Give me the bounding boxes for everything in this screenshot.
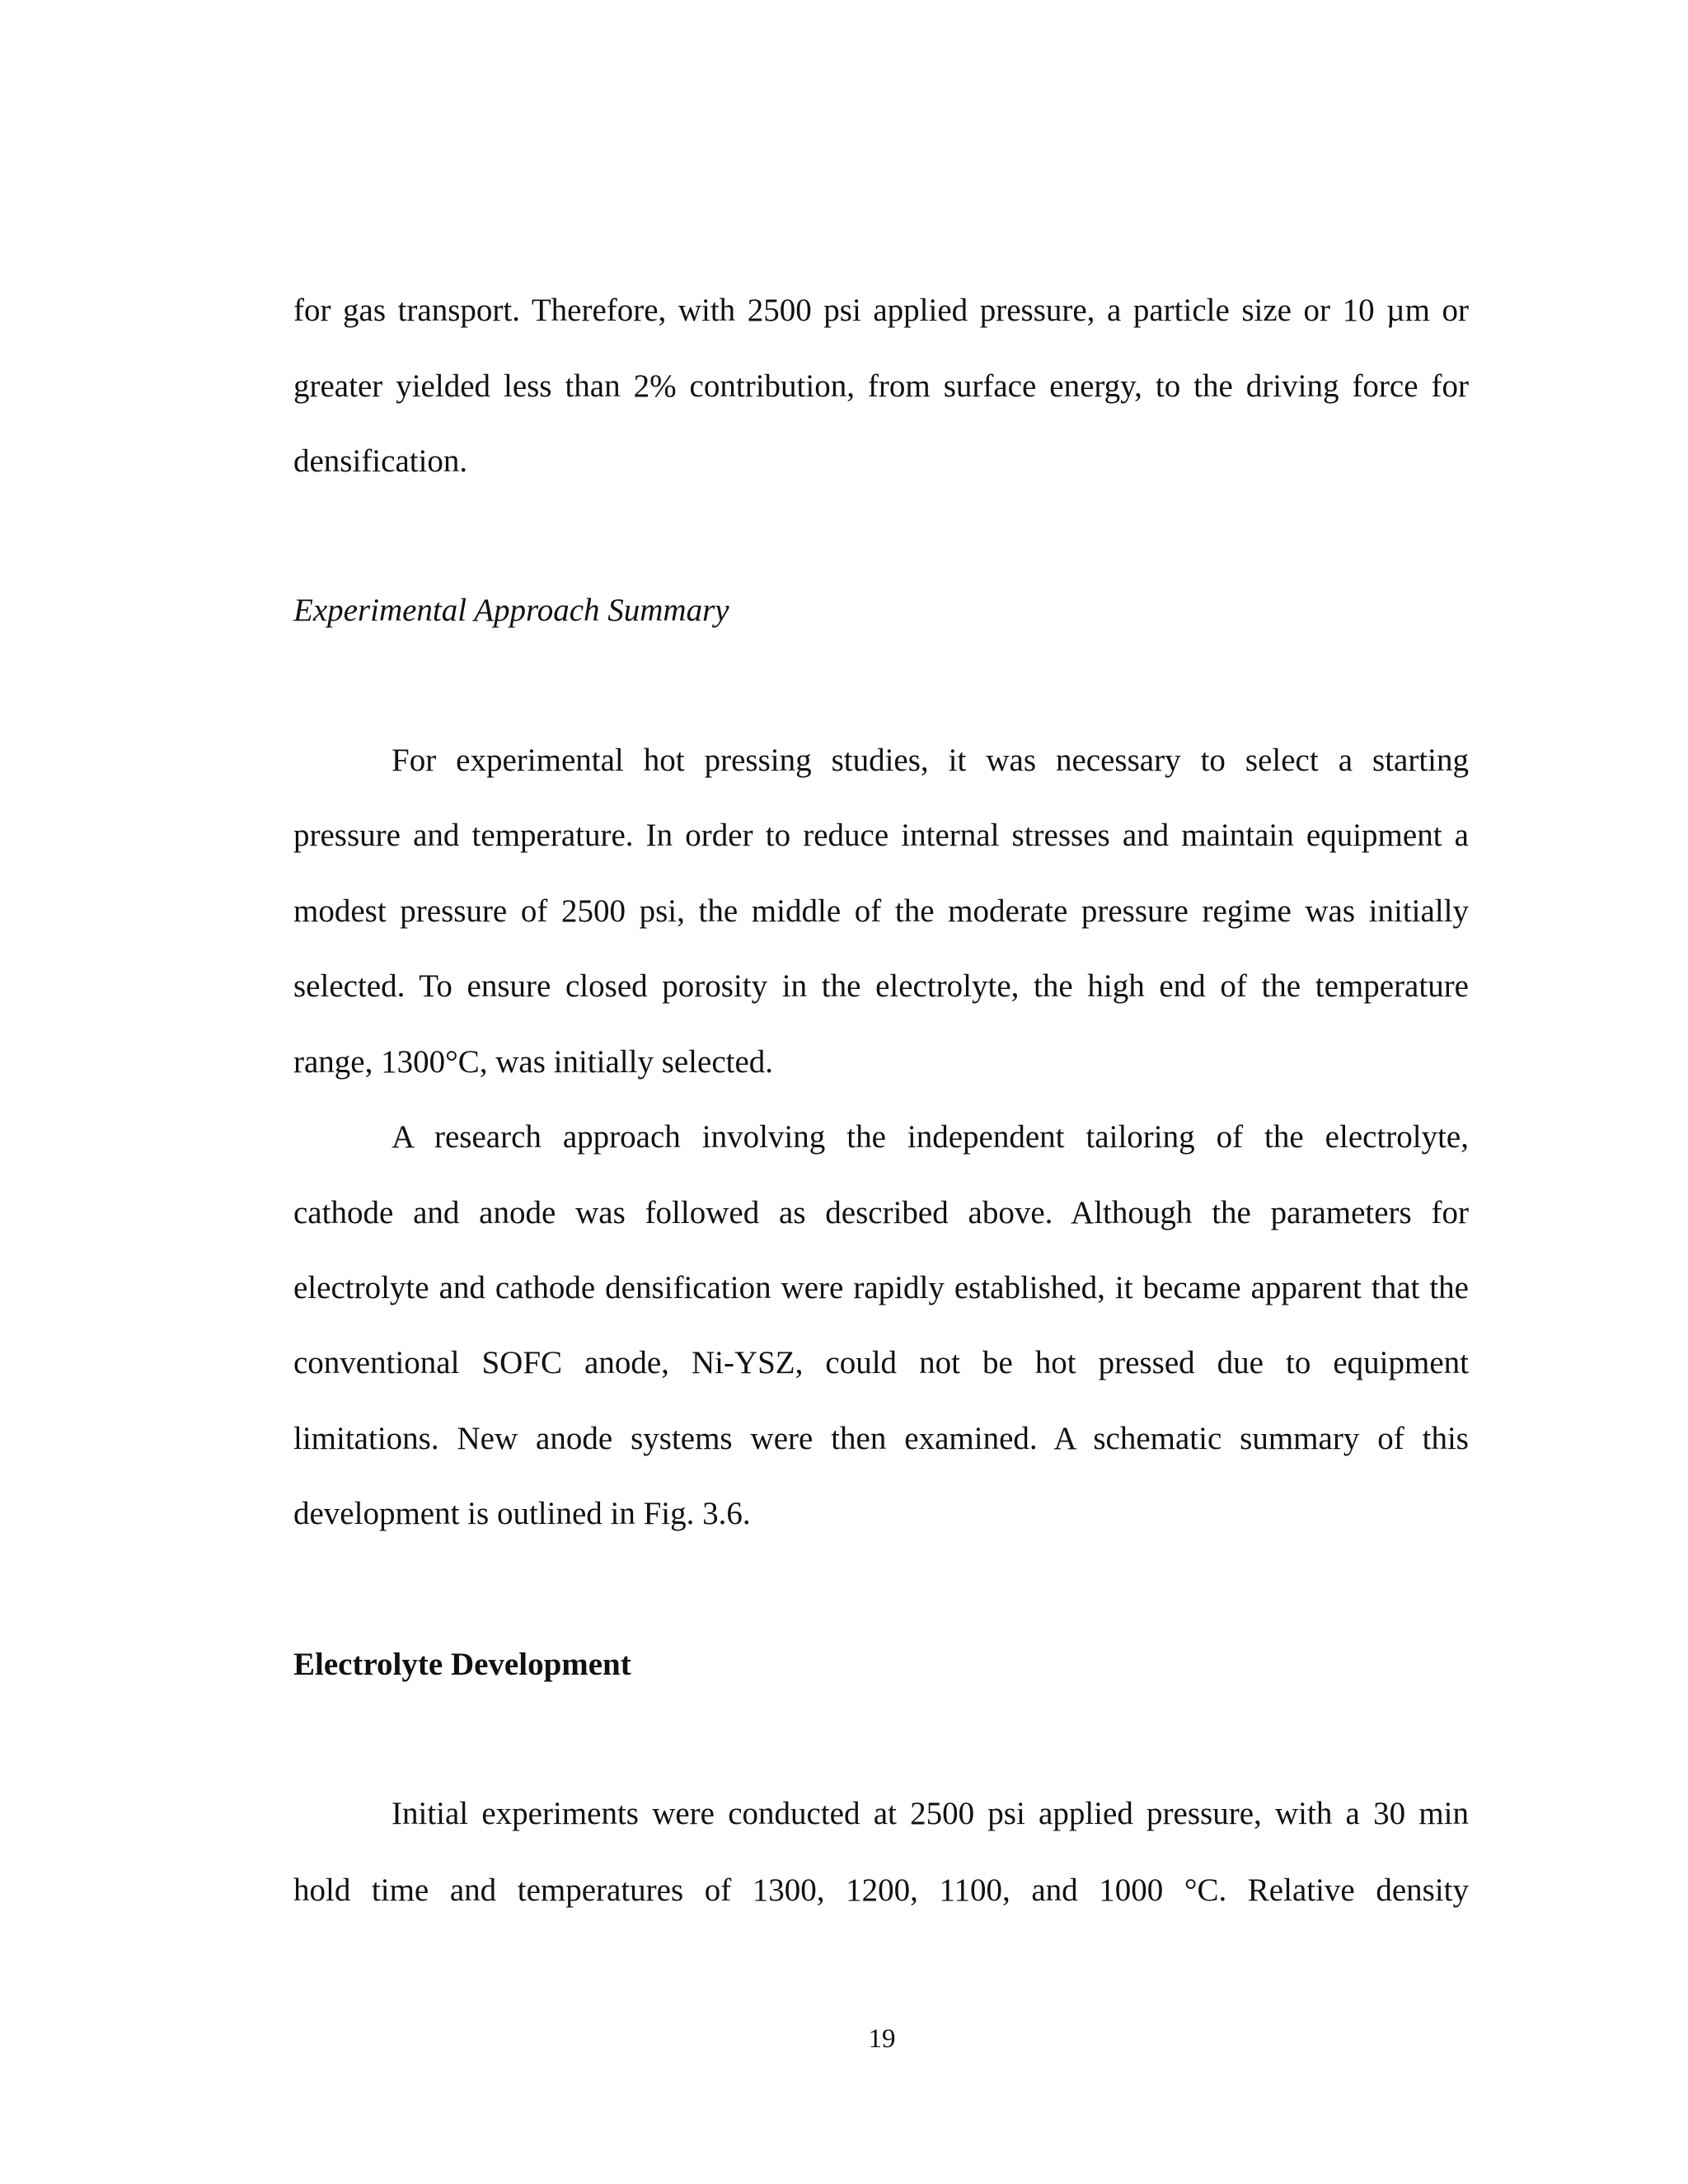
section-heading-experimental: Experimental Approach Summary — [293, 593, 729, 628]
paragraph-line: conventional SOFC anode, Ni-YSZ, could not be hot pressed due to equipment — [293, 1345, 1469, 1380]
paragraph-line: For experimental hot pressing studies, it was necessary to select a starting — [392, 743, 1469, 778]
paragraph-line: limitations. New anode systems were then examined. A schematic summary of this — [293, 1421, 1469, 1456]
paragraph-line: greater yielded less than 2% contribution, from surface energy, to the driving force for — [293, 368, 1469, 404]
page-number: 19 — [868, 2024, 896, 2054]
paragraph-line: for gas transport. Therefore, with 2500 psi applied pressure, a particle size or 10 µm or — [293, 293, 1469, 328]
paragraph-line: Initial experiments were conducted at 2500 psi applied pressure, with a 30 min — [392, 1796, 1469, 1831]
paragraph-line: selected. To ensure closed porosity in the electrolyte, the high end of the temperature — [293, 968, 1469, 1004]
paragraph-line: development is outlined in Fig. 3.6. — [293, 1496, 751, 1531]
paragraph-line: hold time and temperatures of 1300, 1200, 1100, and 1000 °C. Relative density — [293, 1872, 1469, 1908]
paragraph-line: cathode and anode was followed as described above. Although the parameters for — [293, 1195, 1469, 1230]
paragraph-line: pressure and temperature. In order to reduce internal stresses and maintain equipment a — [293, 818, 1469, 853]
paragraph-line: A research approach involving the independent tailoring of the electrolyte, — [392, 1119, 1469, 1155]
paragraph-line: densification. — [293, 443, 468, 479]
section-heading-electrolyte: Electrolyte Development — [293, 1647, 631, 1682]
paragraph-line: range, 1300°C, was initially selected. — [293, 1044, 774, 1080]
paragraph-line: modest pressure of 2500 psi, the middle of the moderate pressure regime was initially — [293, 893, 1469, 929]
paragraph-line: electrolyte and cathode densification were rapidly established, it became apparent that the — [293, 1270, 1469, 1305]
